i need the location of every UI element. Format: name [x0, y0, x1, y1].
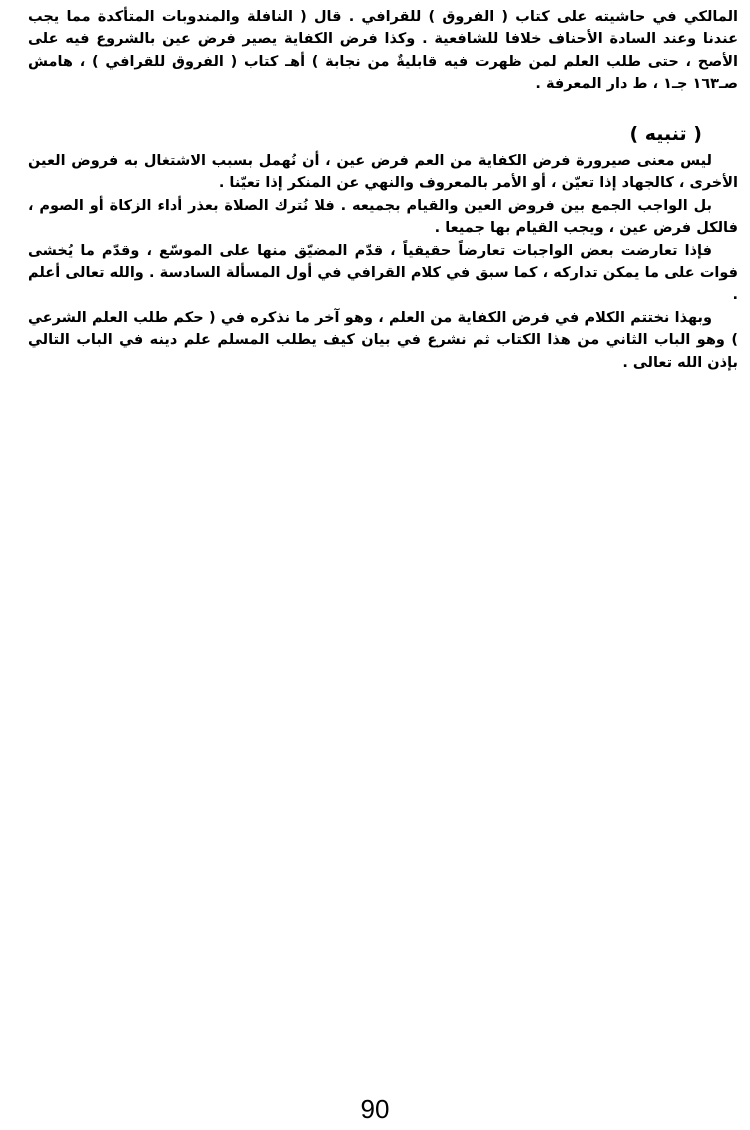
page-number: 90: [360, 1094, 390, 1124]
paragraph-4: وبهذا نختتم الكلام في فرض الكفاية من العلم ، وهو آخر ما نذكره في ( حكم طلب العلم الشرعي ) وهو الباب الثاني من هذا الكتاب ثم نشرع في بيان كيف يطلب المسلم علم دينه في الباب التالي بإذن الله تعالى .: [28, 309, 738, 371]
continuation-paragraph: المالكي في حاشيته على كتاب ( الفروق ) للقرافي . قال ( النافلة والمندوبات المتأكدة مما يجب عندنا وعند السادة الأحناف خلافا للشافعية . وكذا فرض الكفاية يصير فرض عين بالشروع فيه على الأصح ، حتى طلب العلم لمن ظهرت فيه قابليةٌ من نجابة ) أهـ كتاب ( الفروق للقرافي ) ، هامش صـ١٦٣ جـ١ ، ط دار المعرفة .: [28, 9, 738, 93]
section-heading: ( تنبيه ): [629, 123, 702, 145]
paragraph-3: فإذا تعارضت بعض الواجبات تعارضاً حقيقياً ، قدّم المضيّق منها على الموسّع ، وقدّم ما يُخشى فوات على ما يمكن تداركه ، كما سبق في كلام القرافي في أول المسألة السادسة . والله تعالى أعلم .: [28, 242, 738, 304]
paragraph-1: ليس معنى صيرورة فرض الكفاية من العم فرض عين ، أن نُهمل بسبب الاشتغال به فروض العين الأخرى ، كالجهاد إذا تعيّن ، أو الأمر بالمعروف والنهي عن المنكر إذا تعيّنا .: [28, 153, 738, 192]
body-text: [28, 150, 738, 374]
paragraph-2: بل الواجب الجمع بين فروض العين والقيام بجميعه . فلا نُترك الصلاة بعذر أداء الزكاة أو الصوم ، فالكل فرض عين ، ويجب القيام بها جميعا .: [28, 197, 738, 237]
